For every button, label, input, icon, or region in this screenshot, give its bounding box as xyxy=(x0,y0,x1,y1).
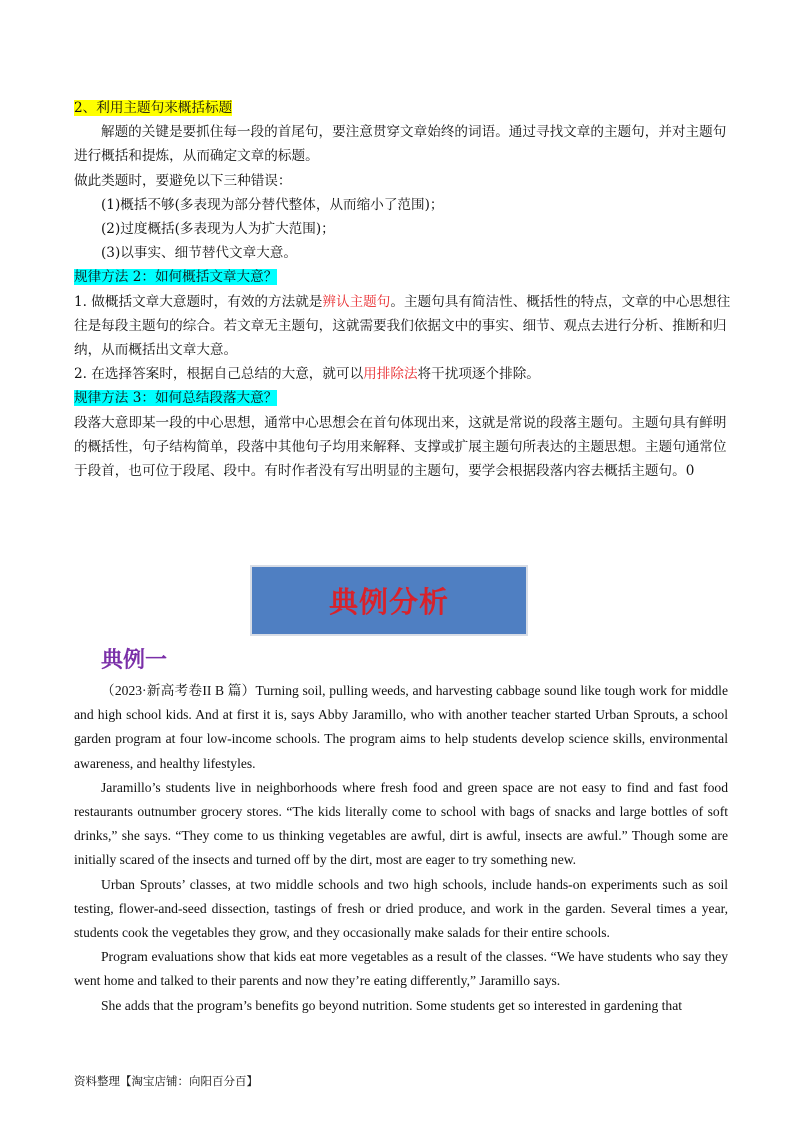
section-heading xyxy=(74,96,734,120)
method2-p2-emphasis: 用排除法 xyxy=(363,366,418,383)
error-item-2: (2)过度概括(多表现为人为扩大范围)； xyxy=(101,221,335,238)
method2-point-1 xyxy=(74,290,734,363)
method2-p2-text: 2. 在选择答案时，根据自己总结的大意，就可以 xyxy=(74,366,364,383)
passage-paragraph-3: Urban Sprouts’ classes, at two middle schools and two high schools, include hands-on experiments such as soil testing, flower-and-seed dissection, tastings of fresh or dried produce, and work in the garden. Several times a year, students cook the vegetables they grow, and they occasionally make salads for their entire schools. xyxy=(74,876,728,941)
method3-heading-text: 规律方法 3：如何总结段落大意？ xyxy=(74,390,278,407)
passage-paragraph-2: Jaramillo’s students live in neighborhoods where fresh food and green space are not easy to find and fast food restaurants outnumber grocery stores. “The kids literally come to school with bags of snacks and large bottles of soft drinks,” she says. “They come to us thinking vegetables are awful, dirt is awful, insects are awful.” Though some are initially scared of the insects and turned off by the dirt, most are eager to try something new. xyxy=(74,779,728,868)
example-analysis-banner xyxy=(250,565,528,636)
passage-paragraph-1: （2023·新高考卷II B 篇）Turning soil, pulling weeds, and harvesting cabbage sound like tough work for middle and high school kids. And at first it is, says Abby Jaramillo, who with another teacher started Urban Sprouts, a school garden program at four low-income schools. The program aims to help students develop science skills, environmental awareness, and healthy lifestyles. xyxy=(74,683,728,771)
method2-p2-rest: 将干扰项逐个排除。 xyxy=(417,366,540,383)
method2-heading-text: 规律方法 2：如何概括文章大意？ xyxy=(74,269,278,286)
avoid-line: 做此类题时，要避免以下三种错误： xyxy=(74,172,292,189)
method2-p1-text: 1. 做概括文章大意题时，有效的方法就是 xyxy=(74,293,323,310)
intro-paragraph: 解题的关键是要抓住每一段的首尾句，要注意贯穿文章始终的词语。通过寻找文章的主题句，并对主题句进行概括和提炼，从而确定文章的标题。 xyxy=(74,124,727,165)
method3-heading xyxy=(74,386,734,410)
section-topic-sentence xyxy=(74,96,734,483)
method3-body: 段落大意即某一段的中心思想，通常中心思想会在首句体现出来，这就是常说的段落主题句。主题句具有鲜明的概括性，句子结构简单，段落中其他句子均用来解释、支撑或扩展主题句所表达的主题思想。主题句通常位于段首，也可位于段尾、段中。有时作者没有写出明显的主题句，要学会根据段落内容去概括主题句。0 xyxy=(74,414,727,480)
page-footer: 资料整理【淘宝店铺：向阳百分百】 xyxy=(74,1074,258,1088)
example-title: 典例一 xyxy=(101,648,168,673)
section-heading-text: 2、利用主题句来概括标题 xyxy=(74,100,233,116)
method2-p1-emphasis: 辨认主题句 xyxy=(322,293,391,310)
passage-paragraph-5: She adds that the program’s benefits go beyond nutrition. Some students get so interested in gardening that xyxy=(101,997,683,1013)
method2-p1-rest: 。主题句具有简洁性、概括性的特点，文章的中心思想往往是每段主题句的综合。若文章无主题句，这就需要我们依据文中的事实、细节、观点去进行分析、推断和归纳，从而概括出文章大意。 xyxy=(74,293,731,359)
error-item-3: (3)以事实、细节替代文章大意。 xyxy=(101,245,297,262)
banner-title: 典例分析 xyxy=(328,585,449,619)
passage-paragraph-4: Program evaluations show that kids eat more vegetables as a result of the classes. “We have students who say they went home and talked to their parents and now they’re eating differently,” Jaramillo says. xyxy=(74,949,728,989)
method2-heading xyxy=(74,265,734,289)
error-item-1: (1)概括不够(多表现为部分替代整体，从而缩小了范围)； xyxy=(101,196,444,213)
method2-point-2 xyxy=(74,362,734,386)
example-passage xyxy=(74,679,728,1018)
